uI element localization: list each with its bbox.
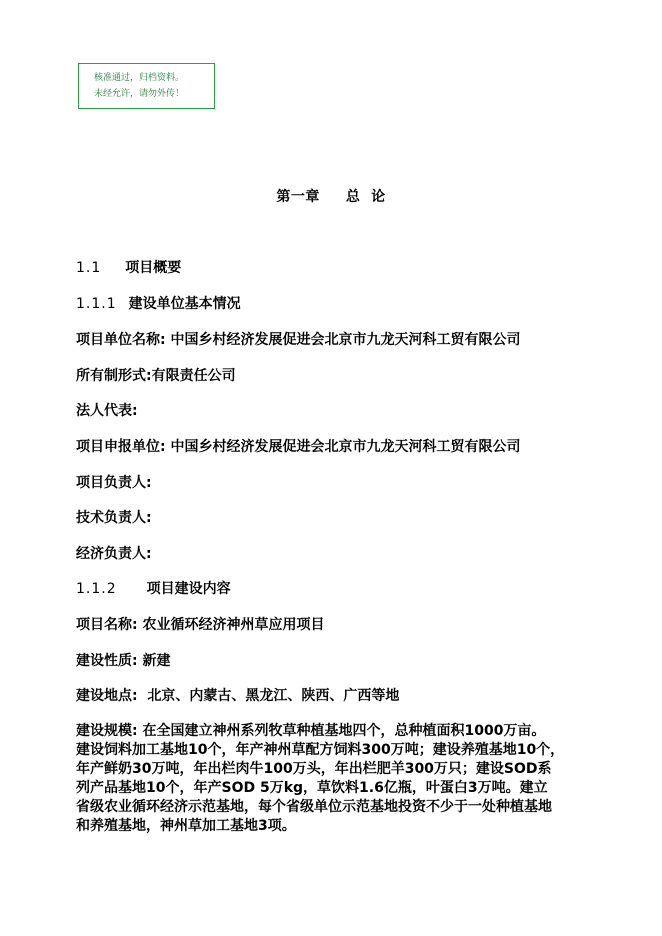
section-1-1-2 xyxy=(76,579,231,599)
scale-line: 建设饲料加工基地10个，年产神州草配方饲料300万吨；建设养殖基地10个， xyxy=(76,742,565,758)
scale-line: 年产鲜奶30万吨，年出栏肉牛100万头，年出栏肥羊300万只；建设SOD系 xyxy=(76,761,552,777)
chapter-number: 第一章 xyxy=(276,189,320,205)
section-number: 1.1.2 xyxy=(76,581,117,597)
section-title: 建设单位基本情况 xyxy=(128,296,241,312)
section-title: 项目建设内容 xyxy=(146,581,231,597)
field-applicant: 项目申报单位: 中国乡村经济发展促进会北京市九龙天河科工贸有限公司 xyxy=(76,439,521,455)
section-title: 项目概要 xyxy=(125,260,182,276)
scale-line: 和养殖基地，神州草加工基地3项。 xyxy=(76,818,296,834)
section-1-1-1 xyxy=(76,294,241,314)
field-project-name: 项目名称: 农业循环经济神州草应用项目 xyxy=(76,617,325,633)
section-1-1 xyxy=(76,258,181,278)
field-project-lead: 项目负责人: xyxy=(76,475,152,491)
section-number: 1.1.1 xyxy=(76,296,117,312)
chapter-title: 总 论 xyxy=(345,189,386,205)
approval-stamp xyxy=(78,63,215,109)
field-unit-name: 项目单位名称: 中国乡村经济发展促进会北京市九龙天河科工贸有限公司 xyxy=(76,332,521,348)
stamp-line-2: 未经允许，请勿外传！ xyxy=(94,89,185,99)
section-number: 1.1 xyxy=(76,260,102,276)
field-location: 建设地点: 北京、内蒙古、黑龙江、陕西、广西等地 xyxy=(76,688,400,704)
scale-line: 列产品基地10个，年产SOD 5万kg，草饮料1.6亿瓶，叶蛋白3万吨。建立 xyxy=(76,780,548,796)
field-econ-lead: 经济负责人: xyxy=(76,546,152,562)
scale-line: 建设规模: 在全国建立神州系列牧草种植基地四个，总种植面积1000万亩。 xyxy=(76,723,546,739)
chapter-heading xyxy=(0,186,662,206)
scale-line: 省级农业循环经济示范基地，每个省级单位示范基地投资不少于一处种植基地 xyxy=(76,799,552,815)
field-tech-lead: 技术负责人: xyxy=(76,510,152,526)
construction-scale-paragraph xyxy=(76,722,612,836)
field-ownership: 所有制形式:有限责任公司 xyxy=(76,368,236,384)
field-nature: 建设性质: 新建 xyxy=(76,653,171,669)
field-legal-rep: 法人代表: xyxy=(76,403,138,419)
stamp-line-1: 核准通过，归档资料。 xyxy=(94,73,185,83)
